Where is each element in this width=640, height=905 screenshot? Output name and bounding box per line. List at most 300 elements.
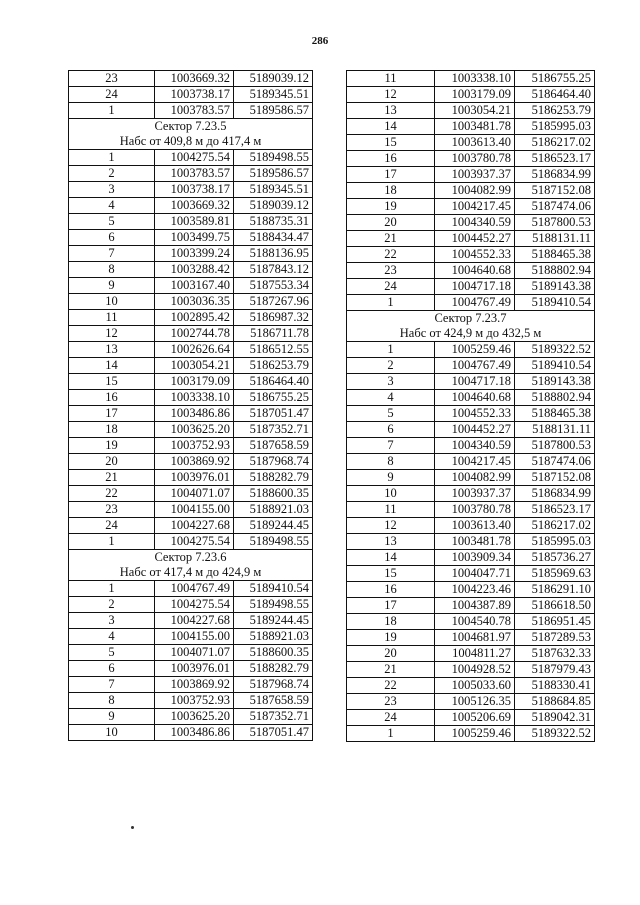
y-coordinate: 5189410.54 — [234, 581, 313, 597]
sector-range-row — [69, 134, 313, 150]
y-coordinate: 5187800.53 — [515, 438, 595, 454]
y-coordinate: 5187474.06 — [515, 454, 595, 470]
y-coordinate: 5189410.54 — [515, 358, 595, 374]
point-number: 3 — [347, 374, 435, 390]
point-number: 19 — [347, 199, 435, 215]
point-number: 15 — [69, 374, 155, 390]
x-coordinate: 1003669.32 — [155, 71, 234, 87]
y-coordinate: 5187800.53 — [515, 215, 595, 231]
x-coordinate: 1004047.71 — [435, 566, 515, 582]
y-coordinate: 5186523.17 — [515, 502, 595, 518]
point-number: 12 — [347, 87, 435, 103]
y-coordinate: 5186464.40 — [234, 374, 313, 390]
x-coordinate: 1004082.99 — [435, 470, 515, 486]
y-coordinate: 5187632.33 — [515, 646, 595, 662]
x-coordinate: 1003869.92 — [155, 454, 234, 470]
point-number: 14 — [347, 119, 435, 135]
y-coordinate: 5187352.71 — [234, 709, 313, 725]
table-row — [69, 581, 313, 597]
y-coordinate: 5187051.47 — [234, 725, 313, 741]
point-number: 18 — [69, 422, 155, 438]
table-row — [69, 502, 313, 518]
y-coordinate: 5189039.12 — [234, 71, 313, 87]
x-coordinate: 1003499.75 — [155, 230, 234, 246]
y-coordinate: 5186512.55 — [234, 342, 313, 358]
y-coordinate: 5189586.57 — [234, 166, 313, 182]
table-row — [69, 438, 313, 454]
point-number: 3 — [69, 613, 155, 629]
x-coordinate: 1003486.86 — [155, 725, 234, 741]
point-number: 12 — [347, 518, 435, 534]
y-coordinate: 5187152.08 — [515, 470, 595, 486]
x-coordinate: 1003625.20 — [155, 709, 234, 725]
table-row — [347, 710, 595, 726]
point-number: 1 — [347, 342, 435, 358]
x-coordinate: 1004387.89 — [435, 598, 515, 614]
y-coordinate: 5187289.53 — [515, 630, 595, 646]
point-number: 7 — [69, 246, 155, 262]
x-coordinate: 1003054.21 — [155, 358, 234, 374]
table-row — [347, 263, 595, 279]
x-coordinate: 1005259.46 — [435, 342, 515, 358]
x-coordinate: 1004552.33 — [435, 406, 515, 422]
table-row — [69, 454, 313, 470]
x-coordinate: 1004155.00 — [155, 629, 234, 645]
y-coordinate: 5188282.79 — [234, 661, 313, 677]
table-row — [69, 645, 313, 661]
x-coordinate: 1003613.40 — [435, 518, 515, 534]
sector-title: Сектор 7.23.7 — [347, 311, 595, 327]
x-coordinate: 1003036.35 — [155, 294, 234, 310]
point-number: 11 — [69, 310, 155, 326]
y-coordinate: 5189498.55 — [234, 150, 313, 166]
x-coordinate: 1005206.69 — [435, 710, 515, 726]
point-number: 11 — [347, 502, 435, 518]
x-coordinate: 1004082.99 — [435, 183, 515, 199]
x-coordinate: 1004227.68 — [155, 613, 234, 629]
x-coordinate: 1004217.45 — [435, 454, 515, 470]
page-number: 286 — [311, 35, 329, 47]
sector-altitude-range: Набс от 424,9 м до 432,5 м — [347, 326, 595, 342]
point-number: 1 — [347, 726, 435, 742]
table-row — [347, 358, 595, 374]
table-row — [69, 182, 313, 198]
y-coordinate: 5188600.35 — [234, 486, 313, 502]
table-row — [347, 406, 595, 422]
x-coordinate: 1004767.49 — [435, 358, 515, 374]
table-row — [347, 518, 595, 534]
table-row — [69, 71, 313, 87]
x-coordinate: 1004540.78 — [435, 614, 515, 630]
table-row — [69, 709, 313, 725]
y-coordinate: 5188282.79 — [234, 470, 313, 486]
y-coordinate: 5186523.17 — [515, 151, 595, 167]
x-coordinate: 1004275.54 — [155, 150, 234, 166]
y-coordinate: 5185995.03 — [515, 534, 595, 550]
table-row — [347, 678, 595, 694]
x-coordinate: 1004275.54 — [155, 534, 234, 550]
y-coordinate: 5188600.35 — [234, 645, 313, 661]
table-row — [347, 390, 595, 406]
point-number: 9 — [69, 709, 155, 725]
x-coordinate: 1003669.32 — [155, 198, 234, 214]
x-coordinate: 1003179.09 — [155, 374, 234, 390]
y-coordinate: 5187658.59 — [234, 438, 313, 454]
y-coordinate: 5186834.99 — [515, 486, 595, 502]
table-row — [347, 422, 595, 438]
x-coordinate: 1004717.18 — [435, 374, 515, 390]
point-number: 17 — [69, 406, 155, 422]
x-coordinate: 1004717.18 — [435, 279, 515, 295]
y-coordinate: 5187658.59 — [234, 693, 313, 709]
x-coordinate: 1003167.40 — [155, 278, 234, 294]
y-coordinate: 5188465.38 — [515, 406, 595, 422]
table-row — [69, 374, 313, 390]
table-row — [347, 87, 595, 103]
point-number: 22 — [347, 678, 435, 694]
y-coordinate: 5186618.50 — [515, 598, 595, 614]
point-number: 13 — [347, 534, 435, 550]
point-number: 23 — [347, 263, 435, 279]
table-row — [347, 295, 595, 311]
x-coordinate: 1004071.07 — [155, 486, 234, 502]
table-row — [69, 342, 313, 358]
x-coordinate: 1005259.46 — [435, 726, 515, 742]
y-coordinate: 5185969.63 — [515, 566, 595, 582]
y-coordinate: 5188465.38 — [515, 247, 595, 263]
x-coordinate: 1003869.92 — [155, 677, 234, 693]
y-coordinate: 5186253.79 — [234, 358, 313, 374]
point-number: 1 — [347, 295, 435, 311]
y-coordinate: 5187553.34 — [234, 278, 313, 294]
table-row — [347, 662, 595, 678]
y-coordinate: 5187474.06 — [515, 199, 595, 215]
table-row — [347, 550, 595, 566]
table-row — [347, 486, 595, 502]
x-coordinate: 1003481.78 — [435, 534, 515, 550]
sector-title-row — [69, 550, 313, 566]
x-coordinate: 1004071.07 — [155, 645, 234, 661]
x-coordinate: 1004275.54 — [155, 597, 234, 613]
point-number: 6 — [69, 230, 155, 246]
point-number: 12 — [69, 326, 155, 342]
table-row — [69, 406, 313, 422]
y-coordinate: 5188434.47 — [234, 230, 313, 246]
point-number: 24 — [347, 710, 435, 726]
x-coordinate: 1004552.33 — [435, 247, 515, 263]
x-coordinate: 1004767.49 — [435, 295, 515, 311]
table-row — [69, 230, 313, 246]
y-coordinate: 5189244.45 — [234, 518, 313, 534]
y-coordinate: 5187152.08 — [515, 183, 595, 199]
x-coordinate: 1004928.52 — [435, 662, 515, 678]
x-coordinate: 1003338.10 — [155, 390, 234, 406]
x-coordinate: 1004340.59 — [435, 438, 515, 454]
table-row — [347, 614, 595, 630]
table-row — [347, 646, 595, 662]
x-coordinate: 1002744.78 — [155, 326, 234, 342]
x-coordinate: 1003780.78 — [435, 151, 515, 167]
y-coordinate: 5189498.55 — [234, 534, 313, 550]
y-coordinate: 5188802.94 — [515, 390, 595, 406]
x-coordinate: 1004452.27 — [435, 231, 515, 247]
table-row — [347, 598, 595, 614]
y-coordinate: 5186217.02 — [515, 518, 595, 534]
x-coordinate: 1003288.42 — [155, 262, 234, 278]
point-number: 8 — [347, 454, 435, 470]
x-coordinate: 1003909.34 — [435, 550, 515, 566]
table-row — [347, 438, 595, 454]
point-number: 14 — [347, 550, 435, 566]
table-row — [347, 630, 595, 646]
y-coordinate: 5189143.38 — [515, 279, 595, 295]
table-row — [69, 486, 313, 502]
x-coordinate: 1003752.93 — [155, 693, 234, 709]
x-coordinate: 1003399.24 — [155, 246, 234, 262]
table-row — [69, 198, 313, 214]
point-number: 23 — [69, 71, 155, 87]
x-coordinate: 1004640.68 — [435, 263, 515, 279]
sector-altitude-range: Набс от 409,8 м до 417,4 м — [69, 134, 313, 150]
x-coordinate: 1003054.21 — [435, 103, 515, 119]
point-number: 11 — [347, 71, 435, 87]
y-coordinate: 5188684.85 — [515, 694, 595, 710]
point-number: 16 — [347, 582, 435, 598]
y-coordinate: 5185736.27 — [515, 550, 595, 566]
y-coordinate: 5188131.11 — [515, 422, 595, 438]
table-row — [69, 390, 313, 406]
point-number: 8 — [69, 693, 155, 709]
y-coordinate: 5189322.52 — [515, 342, 595, 358]
point-number: 9 — [347, 470, 435, 486]
table-row — [347, 694, 595, 710]
point-number: 16 — [69, 390, 155, 406]
x-coordinate: 1003783.57 — [155, 103, 234, 119]
x-coordinate: 1003338.10 — [435, 71, 515, 87]
table-row — [347, 215, 595, 231]
table-row — [69, 87, 313, 103]
point-number: 5 — [69, 214, 155, 230]
y-coordinate: 5187352.71 — [234, 422, 313, 438]
table-row — [69, 150, 313, 166]
table-row — [69, 661, 313, 677]
table-row — [69, 470, 313, 486]
y-coordinate: 5187979.43 — [515, 662, 595, 678]
table-row — [69, 326, 313, 342]
x-coordinate: 1004340.59 — [435, 215, 515, 231]
point-number: 2 — [69, 597, 155, 613]
point-number: 6 — [69, 661, 155, 677]
sector-title: Сектор 7.23.5 — [69, 119, 313, 135]
table-row — [347, 374, 595, 390]
y-coordinate: 5187968.74 — [234, 454, 313, 470]
table-row — [347, 342, 595, 358]
y-coordinate: 5186711.78 — [234, 326, 313, 342]
point-number: 13 — [69, 342, 155, 358]
point-number: 19 — [347, 630, 435, 646]
x-coordinate: 1003937.37 — [435, 167, 515, 183]
scan-speck — [131, 826, 134, 829]
table-row — [347, 279, 595, 295]
table-row — [347, 566, 595, 582]
table-row — [347, 470, 595, 486]
point-number: 8 — [69, 262, 155, 278]
x-coordinate: 1004217.45 — [435, 199, 515, 215]
y-coordinate: 5189042.31 — [515, 710, 595, 726]
x-coordinate: 1003625.20 — [155, 422, 234, 438]
table-row — [347, 582, 595, 598]
y-coordinate: 5188802.94 — [515, 263, 595, 279]
point-number: 1 — [69, 534, 155, 550]
y-coordinate: 5186253.79 — [515, 103, 595, 119]
table-row — [69, 422, 313, 438]
x-coordinate: 1004811.27 — [435, 646, 515, 662]
point-number: 20 — [347, 646, 435, 662]
point-number: 22 — [347, 247, 435, 263]
point-number: 22 — [69, 486, 155, 502]
y-coordinate: 5188735.31 — [234, 214, 313, 230]
point-number: 1 — [69, 581, 155, 597]
table-row — [347, 119, 595, 135]
table-row — [69, 294, 313, 310]
table-row — [69, 278, 313, 294]
y-coordinate: 5186834.99 — [515, 167, 595, 183]
x-coordinate: 1003752.93 — [155, 438, 234, 454]
x-coordinate: 1003486.86 — [155, 406, 234, 422]
y-coordinate: 5188921.03 — [234, 502, 313, 518]
y-coordinate: 5188330.41 — [515, 678, 595, 694]
x-coordinate: 1004452.27 — [435, 422, 515, 438]
point-number: 2 — [347, 358, 435, 374]
table-row — [69, 214, 313, 230]
point-number: 17 — [347, 598, 435, 614]
y-coordinate: 5189039.12 — [234, 198, 313, 214]
y-coordinate: 5186464.40 — [515, 87, 595, 103]
point-number: 16 — [347, 151, 435, 167]
table-row — [69, 677, 313, 693]
y-coordinate: 5188136.95 — [234, 246, 313, 262]
point-number: 1 — [69, 103, 155, 119]
y-coordinate: 5186755.25 — [515, 71, 595, 87]
table-row — [69, 597, 313, 613]
x-coordinate: 1003738.17 — [155, 87, 234, 103]
x-coordinate: 1003937.37 — [435, 486, 515, 502]
x-coordinate: 1003738.17 — [155, 182, 234, 198]
sector-altitude-range: Набс от 417,4 м до 424,9 м — [69, 565, 313, 581]
table-row — [69, 262, 313, 278]
point-number: 10 — [347, 486, 435, 502]
y-coordinate: 5189345.51 — [234, 182, 313, 198]
point-number: 21 — [347, 231, 435, 247]
x-coordinate: 1004767.49 — [155, 581, 234, 597]
y-coordinate: 5187843.12 — [234, 262, 313, 278]
right-coordinate-table — [346, 70, 595, 742]
point-number: 1 — [69, 150, 155, 166]
point-number: 23 — [347, 694, 435, 710]
point-number: 13 — [347, 103, 435, 119]
table-row — [347, 231, 595, 247]
point-number: 24 — [347, 279, 435, 295]
point-number: 4 — [69, 629, 155, 645]
x-coordinate: 1003179.09 — [435, 87, 515, 103]
y-coordinate: 5189322.52 — [515, 726, 595, 742]
x-coordinate: 1003589.81 — [155, 214, 234, 230]
x-coordinate: 1004155.00 — [155, 502, 234, 518]
table-row — [69, 310, 313, 326]
point-number: 3 — [69, 182, 155, 198]
table-row — [69, 534, 313, 550]
x-coordinate: 1003481.78 — [435, 119, 515, 135]
y-coordinate: 5189143.38 — [515, 374, 595, 390]
point-number: 7 — [69, 677, 155, 693]
y-coordinate: 5189244.45 — [234, 613, 313, 629]
sector-title: Сектор 7.23.6 — [69, 550, 313, 566]
y-coordinate: 5185995.03 — [515, 119, 595, 135]
x-coordinate: 1003783.57 — [155, 166, 234, 182]
table-row — [69, 518, 313, 534]
table-row — [347, 454, 595, 470]
y-coordinate: 5187051.47 — [234, 406, 313, 422]
sector-title-row — [347, 311, 595, 327]
y-coordinate: 5186291.10 — [515, 582, 595, 598]
point-number: 21 — [69, 470, 155, 486]
table-row — [69, 629, 313, 645]
table-row — [347, 534, 595, 550]
table-row — [347, 71, 595, 87]
table-row — [69, 725, 313, 741]
sector-title-row — [69, 119, 313, 135]
x-coordinate: 1003780.78 — [435, 502, 515, 518]
point-number: 20 — [347, 215, 435, 231]
table-row — [69, 103, 313, 119]
x-coordinate: 1004227.68 — [155, 518, 234, 534]
x-coordinate: 1004223.46 — [435, 582, 515, 598]
sector-range-row — [69, 565, 313, 581]
table-row — [347, 247, 595, 263]
table-row — [347, 183, 595, 199]
y-coordinate: 5186217.02 — [515, 135, 595, 151]
y-coordinate: 5189410.54 — [515, 295, 595, 311]
y-coordinate: 5189586.57 — [234, 103, 313, 119]
left-coordinate-table — [68, 70, 313, 741]
point-number: 14 — [69, 358, 155, 374]
y-coordinate: 5186951.45 — [515, 614, 595, 630]
point-number: 5 — [347, 406, 435, 422]
y-coordinate: 5186755.25 — [234, 390, 313, 406]
x-coordinate: 1003976.01 — [155, 661, 234, 677]
table-row — [347, 502, 595, 518]
point-number: 5 — [69, 645, 155, 661]
x-coordinate: 1003976.01 — [155, 470, 234, 486]
x-coordinate: 1004640.68 — [435, 390, 515, 406]
point-number: 18 — [347, 614, 435, 630]
point-number: 24 — [69, 87, 155, 103]
table-row — [69, 693, 313, 709]
point-number: 2 — [69, 166, 155, 182]
table-row — [347, 151, 595, 167]
y-coordinate: 5186987.32 — [234, 310, 313, 326]
point-number: 7 — [347, 438, 435, 454]
y-coordinate: 5188131.11 — [515, 231, 595, 247]
point-number: 21 — [347, 662, 435, 678]
x-coordinate: 1004681.97 — [435, 630, 515, 646]
point-number: 15 — [347, 566, 435, 582]
point-number: 20 — [69, 454, 155, 470]
point-number: 9 — [69, 278, 155, 294]
point-number: 4 — [69, 198, 155, 214]
table-row — [69, 166, 313, 182]
table-row — [347, 103, 595, 119]
